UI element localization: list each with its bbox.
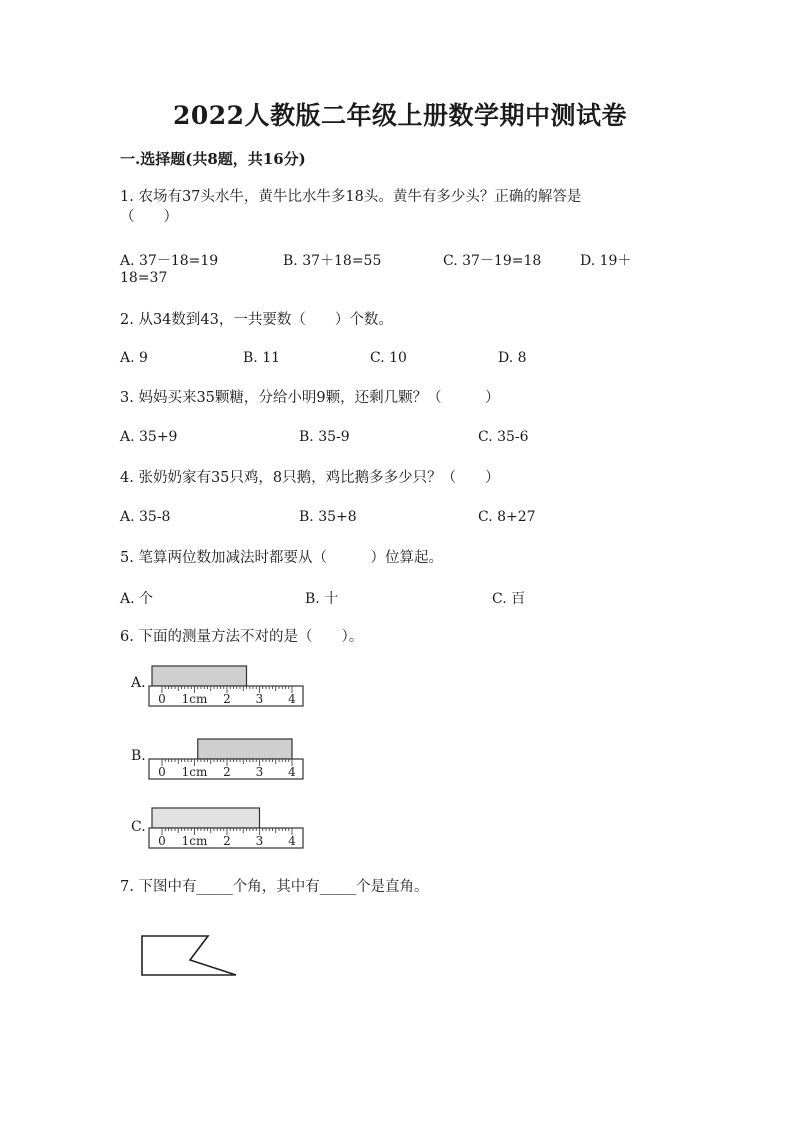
ruler-tick-label: 1cm [181, 765, 208, 779]
question-2-option-a: A. 9 [120, 350, 148, 366]
question-1-line1: 1. 农场有37头水牛，黄牛比水牛多18头。黄牛有多少头？正确的解答是 [120, 189, 582, 205]
question-7: 7. 下图中有_____个角，其中有_____个是直角。 [120, 879, 429, 895]
question-1-option-b: B. 37＋18=55 [283, 253, 382, 269]
ruler-tick-label: 3 [255, 834, 264, 848]
page-title: 2022人教版二年级上册数学期中测试卷 [172, 101, 628, 130]
figure-a-label: A. [131, 675, 146, 691]
ruler-b [149, 759, 303, 779]
ruler-tick-label: 3 [255, 692, 264, 706]
measured-bar-c [152, 808, 260, 828]
question-1-option-a: A. 37－18=19 [120, 253, 219, 269]
question-5-option-c: C. 百 [492, 591, 526, 607]
question-1-option-d-wrap: 18=37 [120, 270, 168, 286]
question-3-option-c: C. 35-6 [478, 429, 529, 445]
ruler-figure-a [148, 664, 308, 710]
ruler-tick-label: 1cm [181, 834, 208, 848]
question-6: 6. 下面的测量方法不对的是（ ）。 [120, 629, 364, 645]
ruler-tick-label: 3 [255, 765, 264, 779]
question-5: 5. 笔算两位数加减法时都要从（ ）位算起。 [120, 550, 443, 566]
ruler-tick-label: 1cm [181, 692, 208, 706]
question-2-option-b: B. 11 [243, 350, 281, 366]
ruler-figure-c [148, 806, 308, 852]
ruler-tick-label: 2 [223, 765, 231, 779]
figure-b-label: B. [131, 748, 146, 764]
question-3-option-a: A. 35+9 [120, 429, 178, 445]
question-2-option-d: D. 8 [498, 350, 527, 366]
question-5-option-a: A. 个 [120, 591, 154, 607]
ruler-tick-label: 2 [223, 834, 231, 848]
question-4-option-b: B. 35+8 [299, 509, 357, 525]
question-3-option-b: B. 35-9 [299, 429, 350, 445]
question-1-option-c: C. 37－19=18 [443, 253, 542, 269]
question-4-option-c: C. 8+27 [478, 509, 536, 525]
question-2: 2. 从34数到43，一共要数（ ）个数。 [120, 312, 393, 328]
ruler-tick-label: 0 [158, 834, 166, 848]
ruler-tick-label: 0 [158, 692, 166, 706]
ruler-figure-b [148, 737, 308, 783]
question-2-option-c: C. 10 [370, 350, 407, 366]
question-1-line2: （ ） [120, 209, 178, 225]
ruler-tick-label: 4 [288, 834, 296, 848]
question-4-option-a: A. 35-8 [120, 509, 171, 525]
ruler-c [149, 828, 303, 848]
ruler-tick-label: 4 [288, 692, 296, 706]
ruler-tick-label: 0 [158, 765, 166, 779]
angle-shape-figure [138, 930, 243, 982]
ruler-tick-label: 2 [223, 692, 231, 706]
measured-bar-b [198, 739, 292, 759]
measured-bar-a [152, 666, 247, 686]
section-heading: 一.选择题(共8题，共16分) [120, 150, 306, 168]
ruler-tick-label: 4 [288, 765, 296, 779]
question-5-option-b: B. 十 [305, 591, 339, 607]
question-1-option-d: D. 19＋ [580, 253, 632, 269]
question-3: 3. 妈妈买来35颗糖，分给小明9颗，还剩几颗？（ ） [120, 390, 500, 406]
ruler-a [149, 686, 303, 706]
figure-c-label: C. [131, 819, 146, 835]
question-4: 4. 张奶奶家有35只鸡，8只鹅，鸡比鹅多多少只？（ ） [120, 470, 500, 486]
angle-shape [142, 936, 236, 975]
